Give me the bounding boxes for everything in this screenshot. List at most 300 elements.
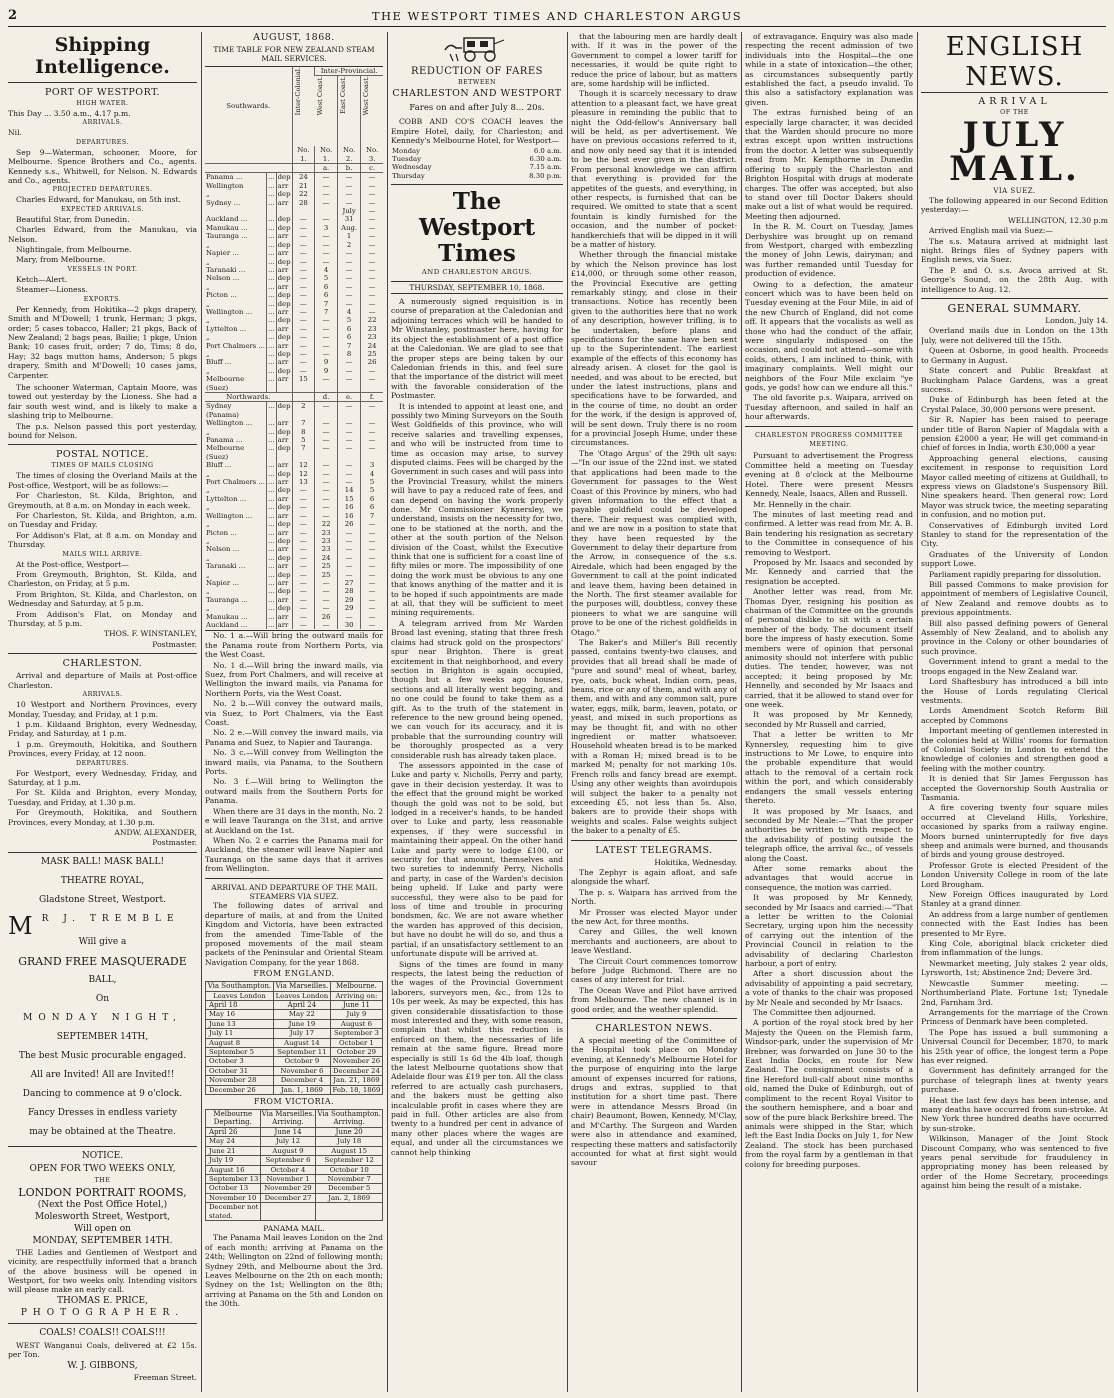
table-cell: October 4	[260, 1165, 316, 1174]
ad-line: OPEN FOR TWO WEEKS ONLY,	[29, 1163, 176, 1174]
ad-line: GRAND FREE MASQUERADE	[18, 954, 187, 968]
table-cell: July 12	[260, 1137, 316, 1146]
table-cell: dep	[277, 316, 291, 325]
table-cell: dep	[277, 349, 291, 358]
table-cell: —	[292, 308, 315, 316]
table-cell: 24	[361, 342, 383, 350]
timetable-row	[205, 241, 383, 249]
timetable-row	[205, 503, 383, 511]
timetable-row	[205, 266, 383, 274]
ch-arrivals-heading: ARRIVALS.	[82, 691, 123, 699]
of-the-heading: OF THE	[1000, 109, 1029, 116]
table-cell: ...	[268, 349, 275, 358]
table-cell: —	[315, 579, 338, 587]
dateline: THURSDAY, SEPTEMBER 10, 1868.	[391, 281, 563, 294]
paragraph: It is intended to appoint at least one, and possibly two Mining Surveyors on the South West Goldfields of this province, who will receive salaries and travelling expenses, and who will be instructed from time to time as occasion may arise, to survey disputed claims. Fees will be charged by the Government in such cases and will pass into the Provincial Treasury, whilst the miners will have to pay a reduced rate of fees, and can depend on having the work properly done. Mr Commissioner Kynnersley, we understand, insists on the necessity for two, one to be stationed at the north, and the other at the south portion of the Nelson division of the Coast, whilst the Executive think that one is sufficient for a coast line of fifty miles or more. The impossibility of one doing the work must be obvious to any one that knows anything of the matter and it is to be hoped if such appointments are made at all, that they will be sufficient to meet mining requirements.	[391, 401, 563, 618]
table-cell: 7	[315, 308, 338, 316]
table-cell: July	[337, 207, 360, 215]
table-cell: ...	[268, 173, 275, 182]
table-cell: 12	[292, 461, 315, 469]
timetable-row	[205, 419, 383, 427]
table-cell: —	[361, 596, 383, 604]
table-cell: —	[337, 367, 360, 375]
timetable-row	[205, 325, 383, 333]
timetable-row	[205, 436, 383, 444]
table-cell: —	[361, 545, 383, 553]
table-cell: —	[361, 308, 383, 316]
summary-item: Sir R. Napier has been raised to peerage under title of Baron Napier of Magdala with a pension £2000 a year, He will get command-in chief of forces in India, worth £30,000 a year	[921, 415, 1108, 453]
table-cell: —	[292, 613, 315, 621]
table-cell: ...	[268, 324, 275, 333]
table-cell: Taranaki ...	[206, 265, 246, 274]
table-cell: arr	[276, 182, 292, 190]
timetable-row	[205, 173, 383, 182]
shipping-heading: Shipping Intelligence.	[8, 32, 197, 83]
table-cell: June 14	[260, 1127, 316, 1136]
ch-arrivals-text: 1 p.m. Greymouth, Hokitika, and Southern Provinces, every Friday, at 12 noon.	[8, 739, 197, 759]
table-cell: 1	[337, 232, 360, 240]
table-cell: July 17	[273, 1029, 330, 1038]
table-cell: —	[315, 199, 338, 207]
summary-item: An address from a large number of gentlemen connected with the East Indies has been presented to Mr Eyre.	[921, 909, 1108, 938]
summary-item: Graduates of the University of London support Lowe.	[921, 549, 1108, 569]
general-summary-place: London, July 14.	[1045, 316, 1108, 326]
table-cell: 23	[315, 545, 338, 553]
table-cell: 29	[337, 596, 360, 604]
ad-between: BETWEEN	[457, 79, 497, 86]
table-cell: —	[337, 537, 360, 545]
table-cell: dep	[276, 402, 292, 419]
timetable-row	[205, 308, 383, 316]
table-cell: —	[292, 545, 315, 553]
table-cell: —	[315, 478, 338, 486]
ad-body: COBB AND CO'S COACH leaves the Empire Hotel, daily, for Charleston; and Kennedy's Melbourne Hotel, for Westport—	[391, 117, 563, 146]
postal-subheading: TIMES OF MAILS CLOSING	[51, 462, 154, 470]
table-cell: —	[361, 367, 383, 375]
table-cell: dep	[277, 366, 291, 375]
table-cell: —	[337, 545, 360, 553]
ad-line: PHOTOGRAPHER.	[20, 1307, 185, 1318]
table-cell: ...	[268, 240, 275, 249]
table-cell: ...	[268, 604, 275, 613]
table-cell: August 8	[206, 1038, 274, 1047]
ad-body: THE Ladies and Gentlemen of Westport and vicinity, are respectfully informed that a branch of the above business will be opened in Westport, for two weeks only. Intending visitors will please make an early call.	[8, 1247, 197, 1295]
table-cell: arr	[276, 596, 292, 604]
table-row	[206, 1127, 383, 1136]
table-cell: Aug.	[337, 224, 360, 232]
table-cell: ...	[268, 257, 275, 266]
table-row	[206, 1038, 383, 1047]
table-cell	[316, 1203, 383, 1221]
table-cell: Picton ...	[206, 528, 237, 537]
paper-logo: The Westport Times	[418, 188, 536, 268]
table-cell: dep	[276, 444, 292, 461]
newspaper-title: THE WESTPORT TIMES AND CHARLESTON ARGUS	[371, 9, 743, 23]
table-cell: November 26	[330, 1057, 382, 1066]
timetable-row	[205, 512, 383, 520]
table-cell: —	[315, 241, 338, 249]
table-cell: —	[292, 587, 315, 595]
table-row	[206, 1193, 383, 1202]
editorial-body	[391, 297, 563, 1157]
table-cell: dep	[277, 427, 291, 436]
paragraph: A telegram arrived from Mr Warden Broad last evening, stating that three fresh claims had struck gold on the prospectors' spur near Brighton. There is great excitement in that neighborhood, and every section in Brighton is again occupied, though but a few weeks ago houses, sections and all literally went begging, and no one could be found to take them as a gift. As to the truth of the statement in reference to the new ground being opened, we can vouch for its accuracy, and it is probable that the surrounding country will be thoroughly prospected as a very considerable rush has already taken place.	[391, 618, 563, 760]
table-cell: 2	[292, 402, 315, 419]
ad-line: Will give a	[78, 936, 127, 947]
paragraph: It was proposed by Mr Kennedy, seconded by Mr Russell and carried,	[745, 710, 913, 729]
table-cell: —	[361, 199, 383, 207]
table-cell: —	[361, 207, 383, 215]
table-row	[206, 1066, 383, 1075]
table-cell: arr	[276, 621, 292, 629]
table-cell: December 24	[330, 1066, 382, 1075]
divider	[8, 1323, 197, 1324]
table-cell: —	[337, 428, 360, 436]
table-cell: —	[361, 402, 383, 419]
table-cell: —	[292, 486, 315, 494]
table-cell: 31	[337, 215, 360, 223]
table-cell: June 19	[273, 1019, 330, 1028]
table-cell: —	[292, 503, 315, 511]
telegram-item: The p. s. Waipara has arrived from the North.	[571, 887, 737, 907]
table-cell: 3	[361, 461, 383, 469]
charleston-subheading: Arrival and departure of Mails at Post-office Charleston.	[8, 671, 197, 690]
table-cell: dep	[277, 257, 291, 266]
ad-line: THEATRE ROYAL,	[60, 875, 145, 886]
table-cell: —	[337, 173, 360, 182]
table-cell: Nelson ...	[206, 545, 240, 554]
timetable-title: TIME TABLE FOR NEW ZEALAND STEAM MAIL SERVICES.	[205, 45, 383, 67]
column-mail-timetable	[205, 32, 383, 1392]
table-cell: Port Chalmers ...	[206, 478, 265, 487]
table-cell: November 29	[260, 1184, 316, 1193]
coach-time-row	[391, 163, 563, 171]
ad-line: COALS! COALS!! COALS!!!	[39, 1327, 166, 1338]
paragraph: The 'Otago Argus' of the 29th ult says:—"In our issue of the 22nd inst. we stated that applications had been made to the Government for passages to the West Coast of this Province by miners, who had given information to the effect that a payable goldfield could be developed there. Their request was complied with, and we are now in a position to state that they have been requested by the Government to delay their departure from the Arrow, in consequence of the s.s. Airedale, which had been engaged by the Government to call at the point indicated and leave them, having been detained in the North. The first steamer available for the purposes will, doubtless, convey these pioneers to what we are sanguine will prove to be one of the richest goldfields in Otago."	[571, 448, 737, 637]
table-cell: 7	[292, 419, 315, 427]
table-cell: Tauranga ...	[206, 595, 248, 604]
table-cell: —	[292, 215, 315, 223]
table-cell: 16	[337, 512, 360, 520]
table-cell: —	[361, 266, 383, 274]
table-cell: June 21	[206, 1146, 261, 1155]
table-cell: Bluff ...	[206, 461, 232, 470]
timetable-row	[205, 316, 383, 324]
table-cell: —	[292, 291, 315, 299]
column-rule	[917, 32, 918, 1392]
ad-line: MONDAY, SEPTEMBER 14TH.	[32, 1235, 173, 1246]
table-cell: arr	[276, 342, 292, 350]
suez-body: The following dates of arrival and departure of mails, at and from the United Kingdom and Victoria, have been extracted from the amended Time-Table of the proposed movements of the mail steam packets of the Peninsular and Oriental Steam Navigation Company, for the year 1868.	[205, 901, 383, 967]
table-cell: ...	[268, 198, 275, 207]
table-cell: 4	[337, 308, 360, 316]
progress-committee-heading: CHARLESTON PROGRESS COMMITTEE MEETING.	[754, 430, 904, 449]
table-cell: —	[315, 375, 338, 392]
ad-line: W. J. GIBBONS,	[67, 1360, 138, 1371]
table-cell: Panama ...	[206, 436, 243, 445]
table-cell: May 24	[206, 1137, 261, 1146]
table-cell: —	[315, 503, 338, 511]
coach-day: Monday	[392, 146, 421, 155]
from-victoria-heading: FROM VICTORIA.	[253, 1097, 335, 1107]
timetable-row	[205, 486, 383, 494]
table-cell: —	[361, 428, 383, 436]
table-cell: —	[292, 333, 315, 341]
table-cell: dep	[277, 299, 291, 308]
table-cell: —	[337, 375, 360, 392]
table-cell: Manukau ...	[206, 223, 248, 232]
summary-item: It is denied that Sir James Fergusson has accepted the Governorship South Australia or Tasmania.	[921, 774, 1108, 802]
paragraph: Pursuant to advertisement the Progress Committee held a meeting on Tuesday evening at 8 o'clock at the Melbourne Hotel. There were present Messrs Kennedy, Neale, Isaacs, Allen and Russell.	[745, 451, 913, 499]
summary-item: Bill also passed defining powers of General Assembly of New Zealand, and to abolish any province in the Colony or other boundaries of such province.	[921, 618, 1108, 656]
table-cell: ...	[267, 402, 277, 419]
table-cell: 8	[292, 428, 315, 436]
table-cell: arr	[276, 419, 292, 427]
table-cell: —	[337, 419, 360, 427]
table-cell: —	[361, 291, 383, 299]
ch-departures-heading: DEPARTURES.	[76, 759, 129, 767]
table-cell: 26	[315, 613, 338, 621]
table-cell: —	[292, 358, 315, 366]
table-cell: Picton ...	[206, 291, 237, 300]
timetable-row	[205, 520, 383, 528]
table-cell: 25	[361, 350, 383, 358]
timetable-row	[205, 444, 383, 461]
table-row	[206, 1203, 383, 1221]
table-cell: Sydney (Panama)	[206, 402, 239, 419]
telegrams-body	[571, 868, 737, 1014]
table-cell: —	[292, 562, 315, 570]
table-cell: arr	[276, 512, 292, 520]
table-cell: December 26	[206, 1085, 274, 1094]
table-cell: 4	[361, 470, 383, 478]
paragraph: The Baker's and Miller's Bill recently passed, contains twenty-two clauses, and provides that all bread shall be made of "pure and sound" meal of wheat, barley, rye, oats, buck wheat, Indian corn, peas, beans, rice or any of them, and with any of them, and with and any common salt, pure water, eggs, milk, barm, leaven, potato, or yeast, and mixed in such proportions as may be thought fit, and with no other ingredient or matter whatsoever. Household wheaten bread is to be marked with a Roman H; mixed bread is to be marked M; penalty for not marking 10s. French rolls and fancy bread are exempt. Using any other weights than avoirdupois will subject the baker to a penalty not exceeding £5, not less than 5s. Also, bakers are to provide their shops with weights and scales. False weights subject the baker to a penalty of £5.	[571, 638, 737, 836]
coach-icon	[442, 34, 512, 64]
column-rule	[387, 32, 388, 1392]
column-charleston	[745, 32, 913, 1392]
table-cell: 4	[315, 266, 338, 274]
table-cell: arr	[276, 308, 292, 316]
wellington-text: Arrived English mail via Suez:—	[929, 226, 1053, 236]
table-row	[206, 1057, 383, 1066]
table-cell: —	[337, 291, 360, 299]
table-cell: 22	[292, 190, 315, 198]
table-cell: —	[337, 258, 360, 266]
table-cell: April 18	[206, 1001, 274, 1010]
table-cell	[292, 207, 315, 215]
table-cell: Feb. 18, 1869	[330, 1085, 382, 1094]
table-cell: —	[315, 402, 338, 419]
table-cell: —	[315, 232, 338, 240]
table-cell: 24	[292, 173, 315, 182]
table-cell: arr	[276, 545, 292, 553]
table-cell: dep	[277, 333, 291, 342]
table-cell: —	[292, 325, 315, 333]
table-cell: October 29	[330, 1048, 382, 1057]
table-cell: arr	[276, 358, 292, 366]
timetable-row	[205, 342, 383, 350]
table-cell: 24	[315, 554, 338, 562]
table-cell: —	[361, 182, 383, 190]
table-cell: —	[337, 444, 360, 461]
general-summary-body	[921, 326, 1108, 1190]
table-cell: „	[206, 240, 210, 249]
table-cell: ...	[268, 595, 275, 604]
timetable-note: When there are 31 days in the month, No. 2 e will leave Tauranga on the 31st, and arrive at Auckland on the 1st.	[205, 806, 383, 835]
table-cell: ...	[268, 545, 275, 554]
table-cell: 28	[292, 199, 315, 207]
table-cell	[276, 207, 292, 215]
summary-item: Professor Grote is elected President of the London University College in room of the late Lord Brougham.	[921, 860, 1108, 889]
table-cell: 7	[361, 512, 383, 520]
table-cell: December not stated.	[206, 1203, 261, 1221]
ad-line: All are Invited! All are Invited!!	[30, 1069, 175, 1080]
table-header: Melbourne.	[330, 982, 382, 991]
table-cell: —	[361, 190, 383, 198]
ad-line: Molesworth Street, Westport,	[34, 1211, 171, 1222]
table-cell: 25	[315, 571, 338, 579]
postal-text: For Charleston, St. Kilda, and Brighton, a.m. on Tuesday and Friday.	[8, 511, 197, 530]
english-news-heading: ENGLISH NEWS.	[921, 32, 1108, 93]
summary-item: New Foreign Offices inaugurated by Lord Stanley at a grand dinner.	[921, 890, 1108, 909]
table-cell: 8	[337, 350, 360, 358]
table-cell: —	[315, 190, 338, 198]
table-cell: —	[337, 562, 360, 570]
table-cell: dep	[277, 587, 291, 596]
table-cell: October 13	[206, 1184, 261, 1193]
table-cell: arr	[276, 266, 292, 274]
table-cell: —	[292, 232, 315, 240]
table-cell: 7	[315, 300, 338, 308]
expected-line: Charles Edward, from the Manukau, via Nelson.	[8, 225, 197, 244]
table-row	[206, 1156, 383, 1165]
summary-item: Government intend to grant a medal to the troops engaged in the New Zealand war.	[921, 657, 1108, 676]
table-cell: April 24	[273, 1001, 330, 1010]
table-cell: —	[361, 173, 383, 182]
table-cell: —	[337, 571, 360, 579]
table-cell: 29	[337, 604, 360, 612]
projected-text: Charles Edward, for Manukau, on 5th inst.	[16, 195, 181, 205]
table-cell: 5	[315, 274, 338, 282]
table-cell: June 13	[206, 1019, 274, 1028]
table-cell: 22	[315, 520, 338, 528]
exports-heading: EXPORTS.	[83, 295, 122, 303]
table-cell: September 11	[273, 1048, 330, 1057]
column-shipping	[8, 32, 197, 1392]
exports-text: Per Kennedy, from Hokitika—2 pkgs drapery, Smith and M'Dowell; 1 trunk, Herman; 3 pkgs, order; 5 cases tobacco, Haller; 21 pkgs, Back of New Zealand; 2 bags peas, Bailie; 1 pkge, Union Bank; 10 cases fruit, order; 7 do, Tims; 8 do, Hay; 32 bags mutton hams, Anderson; 5 pkgs drapery, Smith and M'Dowell; 10 cases jams, Carpenter.	[8, 304, 197, 380]
telegrams-heading: LATEST TELEGRAMS.	[595, 844, 713, 856]
timetable-row	[205, 300, 383, 308]
table-cell: dep	[277, 486, 291, 495]
table-cell: 12	[292, 470, 315, 478]
table-row	[206, 1085, 383, 1094]
table-cell: Napier ...	[206, 249, 239, 258]
table-cell: —	[315, 215, 338, 223]
table-cell: arr	[276, 562, 292, 570]
summary-item: Lords Amendment Scotch Reform Bill accepted by Commons	[921, 706, 1108, 725]
table-cell: 13	[292, 478, 315, 486]
table-cell: Wellington ...	[206, 511, 253, 520]
timetable-row	[205, 358, 383, 366]
table-cell: Lyttelton ...	[206, 324, 247, 333]
telegram-item: The Ocean Wave and Pilot have arrived from Melbourne. The new channel is in good order, and the weather splendid.	[571, 985, 737, 1014]
table-cell: Auckland ...	[206, 215, 248, 224]
mails-arrive-heading: MAILS WILL ARRIVE.	[62, 550, 143, 558]
table-cell: arr	[276, 283, 292, 291]
timetable-row	[205, 249, 383, 257]
table-cell: Auckland ...	[206, 620, 248, 629]
table-cell: —	[315, 316, 338, 324]
summary-item: Heat the last few days has been intense, and many deaths have occurred from sun-stroke. At New York three hundred deaths have occurred by sun-stroke.	[921, 1095, 1108, 1133]
table-cell: September 6	[260, 1156, 316, 1165]
table-cell: 2	[337, 241, 360, 249]
arrivals-heading: ARRIVALS.	[82, 119, 123, 127]
divider	[8, 852, 197, 853]
table-header: Via Marseilles. Arriving.	[261, 1110, 315, 1127]
table-cell: —	[361, 300, 383, 308]
table-cell: —	[315, 621, 338, 629]
table-cell: Jan. 21, 1869	[330, 1076, 382, 1085]
table-cell: —	[337, 283, 360, 291]
paragraph: The assessors appointed in the case of Luke and party v. Nicholls, Perry and party, gave in their decision yesterday. It was to the effect that the ground might be worked though the gold was not to be sold, but lodged in a receiver's hands, to be handed over to Luke and party, less reasonable expenses, if they were successful in maintaining their appeal. On the other hand Luke and party were to lodge £100, or security for that amount, themselves and two sureties to indemnify Perry, Nicholls and party, in case of the Warden's decision being upheld. If Luke and party were successful, they were also to be paid for loss of time and trouble in procuring bondsmen, &c. We are not aware whether the warden has approved of this decision, but have no doubt he will do so, and thus a partial, if an unsatisfactory settlement to an unfortunate dispute will be arrived at.	[391, 760, 563, 959]
table-cell: „	[206, 587, 210, 596]
table-cell: —	[292, 596, 315, 604]
column-rule	[567, 32, 568, 1392]
high-water-heading: HIGH WATER.	[76, 100, 129, 107]
charleston-heading: CHARLESTON.	[62, 658, 143, 670]
divider	[8, 653, 197, 654]
table-row	[206, 1019, 383, 1028]
table-cell: „	[206, 333, 210, 342]
table-cell: dep	[277, 553, 291, 562]
table-cell: May 22	[273, 1010, 330, 1019]
table-cell: dep	[277, 173, 291, 182]
table-cell: —	[337, 266, 360, 274]
route-letter: b.	[337, 164, 360, 173]
table-cell: dep	[277, 503, 291, 512]
summary-item: Arrangements for the marriage of the Crown Princess of Denmark have been completed.	[921, 1007, 1108, 1027]
table-cell: —	[315, 350, 338, 358]
table-cell: Tauranga ...	[206, 232, 248, 241]
table-cell: —	[361, 613, 383, 621]
table-row	[206, 1029, 383, 1038]
timetable-row	[205, 596, 383, 604]
northwards-header: Northwards.	[226, 393, 271, 401]
ad-line: LONDON PORTRAIT ROOMS,	[18, 1185, 187, 1199]
table-cell	[260, 1203, 316, 1221]
postal-heading: POSTAL NOTICE.	[55, 449, 150, 461]
table-cell: 23	[315, 537, 338, 545]
table-cell: —	[315, 258, 338, 266]
table-cell: —	[361, 249, 383, 257]
inter-colonial-header: Inter-Colonial.	[292, 67, 315, 146]
table-cell: ...	[268, 478, 275, 487]
paragraph: It was proposed by Mr Kennedy, seconded by Mr Isaacs and carried:—"That a letter be written to the Colonial Secretary, urging upon him the necessity of carrying out the intention of the Provincial Council in relation to the advisability of declaring Charleston harbour, a port of entry.	[745, 893, 913, 968]
summary-item: Bill passed Commons to make provision for appointment of members of Legislative Council, of New Zealand and remove doubts as to previous appointments.	[921, 580, 1108, 618]
table-cell: 6	[361, 503, 383, 511]
table-header: Arriving on:	[330, 991, 382, 1000]
table-cell: —	[361, 579, 383, 587]
panama-heading: PANAMA MAIL.	[263, 1223, 325, 1233]
table-cell: November 28	[206, 1076, 274, 1085]
table-row	[206, 1137, 383, 1146]
from-england-heading: FROM ENGLAND.	[253, 969, 335, 979]
ad-line: Fancy Dresses in endless variety	[27, 1107, 178, 1118]
no-header: No. 3.	[361, 146, 383, 163]
paragraph: of extravagance. Enquiry was also made respecting the recent admission of two individuals into the Hospital—the one while in a state of intoxication—the other, as circumstances subsequently partly established the fact, a pseudo invalid. To this also a satisfactory explanation was given.	[745, 32, 913, 107]
table-cell: ...	[268, 469, 275, 478]
table-cell: —	[361, 215, 383, 223]
